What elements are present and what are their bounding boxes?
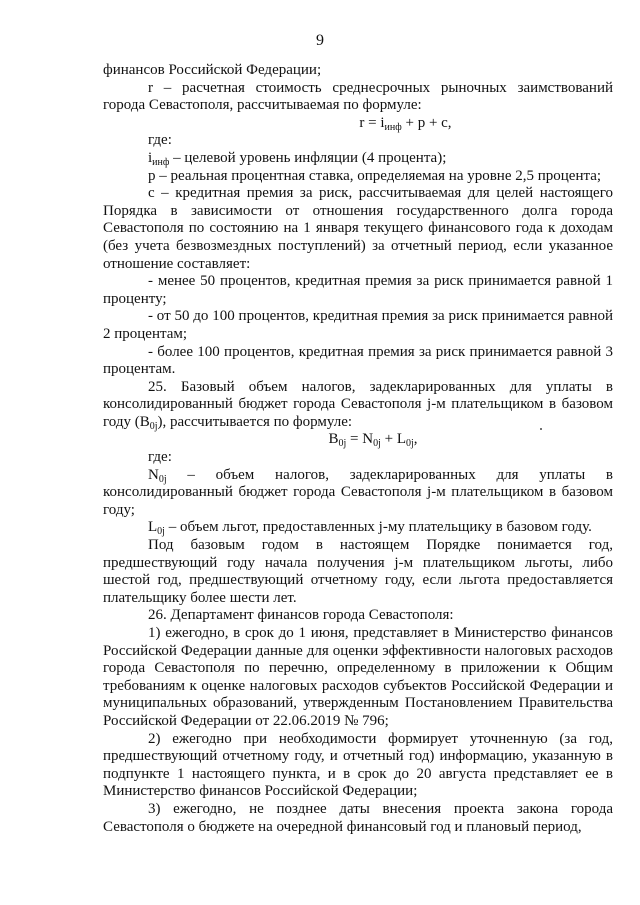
paragraph-base-year: Под базовым годом в настоящем Порядке понимается год, предшествующий году начала получения j-м плательщиком льготы, либо шестой год, предшествующий отчетному году, если льгота предоставляется плательщику более шести лет.	[103, 537, 613, 606]
bullet-under-50: - менее 50 процентов, кредитная премия за риск принимается равной 1 проценту;	[103, 273, 613, 307]
where-label-2: где:	[148, 449, 172, 466]
section-26: 26. Департамент финансов города Севастополя:	[148, 607, 454, 624]
bullet-over-100: - более 100 процентов, кредитная премия за риск принимается равной 3 процентам.	[103, 343, 613, 378]
bullet-50-to-100: - от 50 до 100 процентов, кредитная премия за риск принимается равной 2 процентам;	[103, 308, 613, 342]
formula-r: $r = i_{инф} + p + c$,	[359, 114, 452, 133]
section-26-item-1: 1) ежегодно, в срок до 1 июня, представляет в Министерство финансов Российской Федерации данные для оценки эффективности налоговых расходов города Севастополя по перечню, определенному в приложении к Общим требованиям к оценке налоговых расходов субъектов Российской Федерации и муниципальных образований, утвержденным Постановлением Правительства Российской Федерации от 22.06.2019 № 796;	[103, 625, 613, 729]
page-number: 9	[316, 32, 324, 49]
paragraph-l1: финансов Российской Федерации;	[103, 62, 322, 78]
section-26-item-2: 2) ежегодно при необходимости формирует уточненную (за год, предшествующий отчетному году, и отчетный год) информацию, указанную в подпункте 1 настоящего пункта, и в срок до 20 августа представляет ее в Министерство финансов Российской Федерации;	[103, 730, 613, 800]
paragraph-c-definition: c – кредитная премия за риск, рассчитываемая для целей настоящего Порядка в зависимости от отношения государственного долга города Севастополя по состоянию на 1 января текущего финансового года к доходам (без учета безвозмездных поступлений) за отчетный период, если указанное отношение составляет:	[103, 185, 613, 272]
formula-b0j: $B_{0j} = N_{0j} + L_{0j}$,	[328, 431, 418, 450]
paragraph-n-definition: $N_{0j}$ – объем налогов, задекларированных для уплаты в консолидированный бюджет города Севастополя j-м плательщиком в базовом году;	[103, 466, 613, 518]
paragraph-i-definition: $i_{инф}$ – целевой уровень инфляции (4 процента);	[148, 149, 447, 168]
scan-speck	[540, 428, 542, 430]
paragraph-l-definition: $L_{0j}$ – объем льгот, предоставленных j-му плательщику в базовом году.	[148, 519, 592, 538]
paragraph-r-definition: r – расчетная стоимость среднесрочных рыночных заимствований города Севастополя, рассчитываемая по формуле:	[103, 79, 613, 114]
document-body	[103, 62, 613, 836]
paragraph-p-definition: p – реальная процентная ставка, определяемая на уровне 2,5 процента;	[148, 167, 602, 184]
section-25: 25. Базовый объем налогов, задекларированных для уплаты в консолидированный бюджет города Севастополя j-м плательщиком в базовом году $(B_{0j})$, рассчитывается по формуле:	[103, 378, 613, 432]
where-label-1: где:	[148, 132, 172, 149]
section-26-item-3: 3) ежегодно, не позднее даты внесения проекта закона города Севастополя о бюджете на очередной финансовый год и плановый период,	[103, 800, 613, 835]
